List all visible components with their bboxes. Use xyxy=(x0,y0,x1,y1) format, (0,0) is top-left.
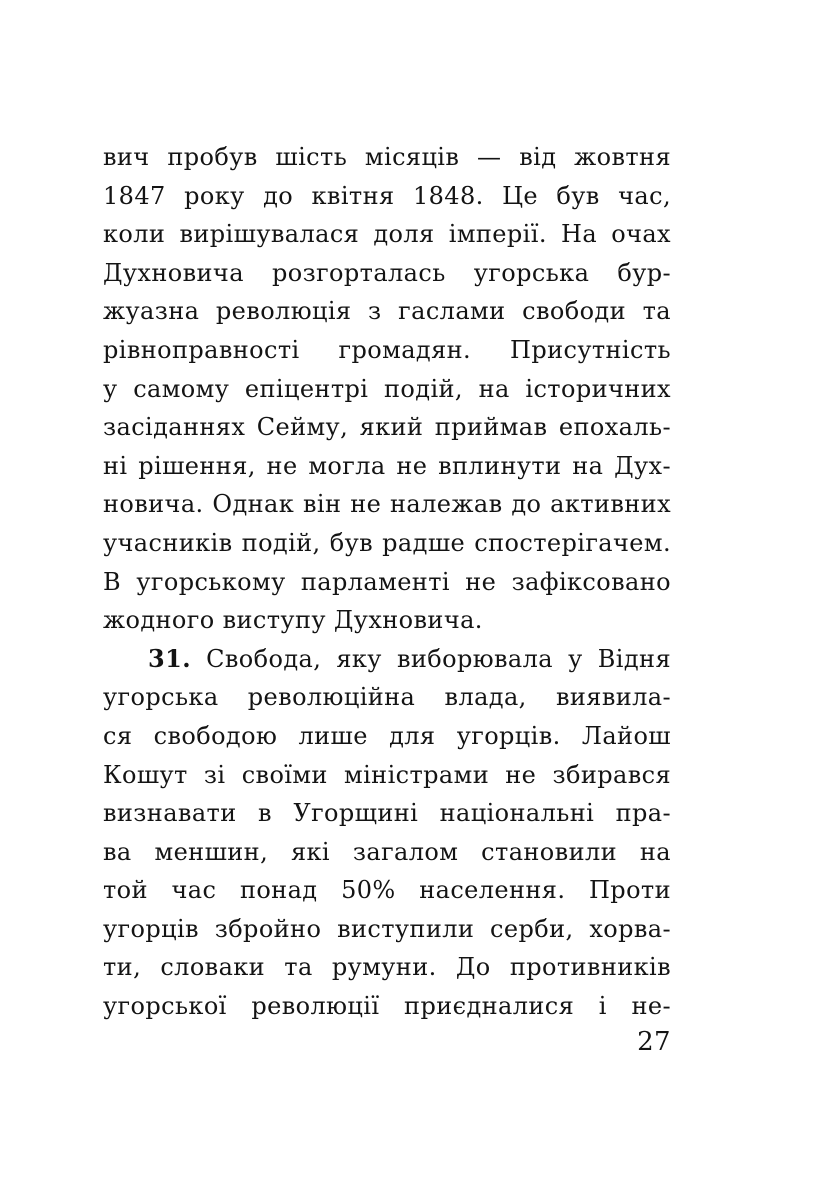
text-line: угорська революційна влада, виявила- xyxy=(103,683,671,712)
page-number: 27 xyxy=(637,1027,671,1057)
text-line: ся свободою лише для угорців. Лайош xyxy=(103,721,671,750)
text-line: жодного виступу Духновича. xyxy=(103,606,483,635)
paragraph-number: 31. xyxy=(148,643,191,673)
text-line: у самому епіцентрі подій, на історичних xyxy=(103,374,671,403)
text-line: засіданнях Сейму, який приймав епохаль- xyxy=(103,413,671,442)
text-line: жуазна революція з гаслами свободи та xyxy=(103,297,671,326)
text-line: Кошут зі своїми міністрами не збирався xyxy=(103,760,671,789)
text-block xyxy=(103,138,671,1026)
text-line: Духновича розгорталась угорська бур- xyxy=(103,258,671,287)
text-line: угорської революції приєдналися і не- xyxy=(103,992,671,1021)
text-line: ва меншин, які загалом становили на xyxy=(103,837,671,866)
paragraph xyxy=(103,640,671,1026)
text-line: визнавати в Угорщині національні пра- xyxy=(103,799,671,828)
text-line: 31. Свобода, яку виборювала у Відня xyxy=(148,643,671,673)
text-line: той час понад 50% населення. Проти xyxy=(103,876,671,905)
text-line: рівноправності громадян. Присутність xyxy=(103,335,671,364)
text-line: новича. Однак він не належав до активних xyxy=(103,490,671,519)
text-line: вич пробув шість місяців — від жовтня xyxy=(103,143,671,171)
text-line: 1847 року до квітня 1848. Це був час, xyxy=(103,181,671,210)
paragraph xyxy=(103,138,671,640)
text-line: ні рішення, не могла не вплинути на Дух- xyxy=(103,451,671,480)
text-line: ти, словаки та румуни. До противників xyxy=(103,953,671,982)
text-line: коли вирішувалася доля імперії. На очах xyxy=(103,220,671,249)
text-line: учасників подій, був радше спостерігачем. xyxy=(103,528,671,557)
text-line: угорців збройно виступили серби, хорва- xyxy=(103,914,671,943)
text-line: В угорському парламенті не зафіксовано xyxy=(103,567,671,596)
